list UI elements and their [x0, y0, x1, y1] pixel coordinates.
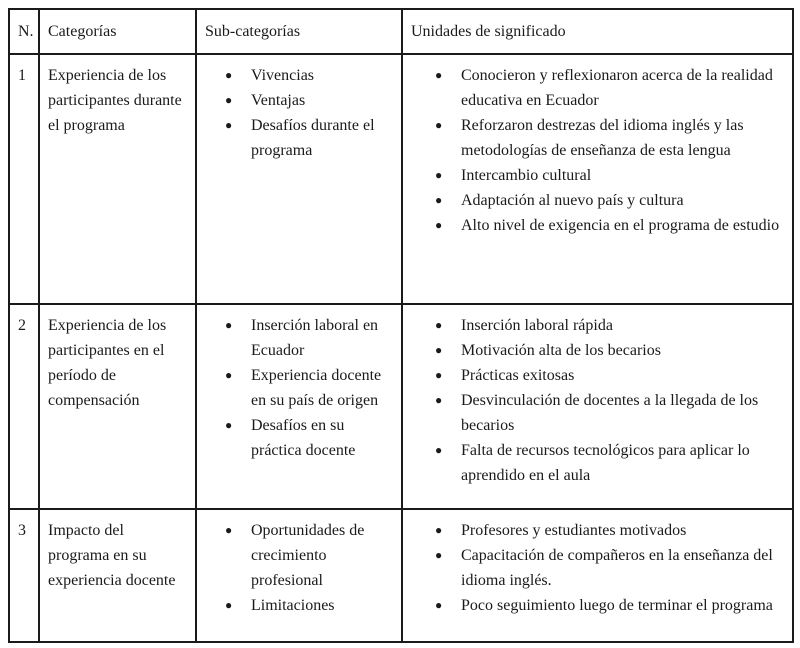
list-item: ● Limitaciones — [225, 593, 393, 618]
list-item: ● Vivencias — [225, 63, 393, 88]
unidades-list — [411, 313, 784, 488]
list-item: ● Ventajas — [225, 88, 393, 113]
table-row — [9, 304, 793, 509]
list-item: ● Motivación alta de los becarios — [435, 338, 784, 363]
row-number: 1 — [9, 54, 39, 304]
row-number: 2 — [9, 304, 39, 509]
list-item: ● Poco seguimiento luego de terminar el programa — [435, 593, 784, 618]
subcategorias-cell — [196, 509, 402, 642]
header-cell-categorias: Categorías — [39, 9, 196, 54]
list-item: ● Desafíos en su práctica docente — [225, 413, 393, 463]
subcategorias-list — [205, 63, 393, 163]
list-item: ● Inserción laboral en Ecuador — [225, 313, 393, 363]
unidades-list — [411, 518, 784, 618]
header-cell-unidades: Unidades de significado — [402, 9, 793, 54]
subcategorias-list — [205, 518, 393, 618]
unidades-cell — [402, 509, 793, 642]
subcategorias-cell — [196, 54, 402, 304]
header-cell-n: N. — [9, 9, 39, 54]
categoria-cell: Impacto del programa en su experiencia docente — [39, 509, 196, 642]
list-item: ● Prácticas exitosas — [435, 363, 784, 388]
unidades-cell — [402, 54, 793, 304]
list-item: ● Adaptación al nuevo país y cultura — [435, 188, 784, 213]
subcategorias-cell — [196, 304, 402, 509]
table-row — [9, 509, 793, 642]
header-cell-subcategorias: Sub-categorías — [196, 9, 402, 54]
list-item: ● Reforzaron destrezas del idioma inglés y las metodologías de enseñanza de esta lengua — [435, 113, 784, 163]
list-item: ● Alto nivel de exigencia en el programa de estudio — [435, 213, 784, 238]
list-item: ● Experiencia docente en su país de origen — [225, 363, 393, 413]
row-number: 3 — [9, 509, 39, 642]
list-item: ● Capacitación de compañeros en la enseñanza del idioma inglés. — [435, 543, 784, 593]
categories-table — [8, 8, 794, 643]
subcategorias-list — [205, 313, 393, 463]
table-header-row — [9, 9, 793, 54]
list-item: ● Profesores y estudiantes motivados — [435, 518, 784, 543]
categoria-cell: Experiencia de los participantes en el período de compensación — [39, 304, 196, 509]
unidades-list — [411, 63, 784, 238]
list-item: ● Falta de recursos tecnológicos para aplicar lo aprendido en el aula — [435, 438, 784, 488]
list-item: ● Desafíos durante el programa — [225, 113, 393, 163]
unidades-cell — [402, 304, 793, 509]
categoria-cell: Experiencia de los participantes durante el programa — [39, 54, 196, 304]
table-row — [9, 54, 793, 304]
list-item: ● Oportunidades de crecimiento profesional — [225, 518, 393, 593]
list-item: ● Conocieron y reflexionaron acerca de la realidad educativa en Ecuador — [435, 63, 784, 113]
list-item: ● Intercambio cultural — [435, 163, 784, 188]
list-item: ● Desvinculación de docentes a la llegada de los becarios — [435, 388, 784, 438]
list-item: ● Inserción laboral rápida — [435, 313, 784, 338]
